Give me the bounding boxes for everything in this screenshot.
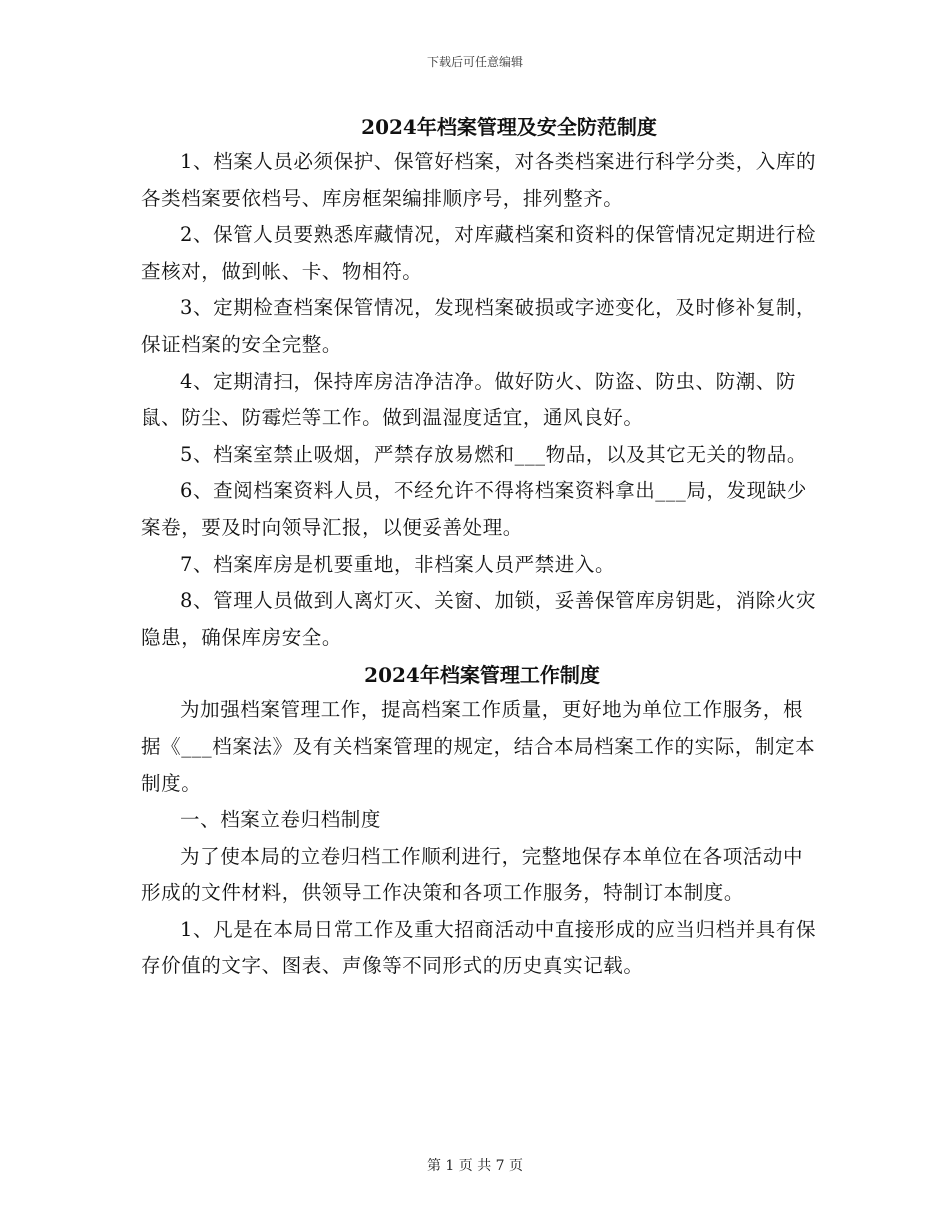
section1-paragraph-6: 6、查阅档案资料人员，不经允许不得将档案资料拿出___局，发现缺少案卷，要及时向领导汇报，以便妥善处理。 — [141, 479, 807, 539]
page-footer: 第 1 页 共 7 页 — [426, 1158, 524, 1174]
section1-paragraph-8: 8、管理人员做到人离灯灭、关窗、加锁，妥善保管库房钥匙，消除火灾隐患，确保库房安全。 — [141, 589, 817, 649]
section1-paragraph-3: 3、定期检查档案保管情况，发现档案破损或字迹变化，及时修补复制，保证档案的安全完整。 — [141, 296, 817, 356]
section2-paragraph-3: 1、凡是在本局日常工作及重大招商活动中直接形成的应当归档并具有保存价值的文字、图表、声像等不同形式的历史真实记载。 — [141, 917, 817, 978]
section1-title: 2024年档案管理及安全防范制度 — [361, 115, 657, 139]
section2-paragraph-1: 为加强档案管理工作，提高档案工作质量，更好地为单位工作服务，根据《___档案法》及有关档案管理的规定，结合本局档案工作的实际，制定本制度。 — [141, 698, 816, 795]
section2-paragraph-2: 为了使本局的立卷归档工作顺利进行，完整地保存本单位在各项活动中形成的文件材料，供领导工作决策和各项工作服务，特制订本制度。 — [141, 844, 804, 905]
document-content — [141, 110, 823, 985]
section1-paragraph-2: 2、保管人员要熟悉库藏情况，对库藏档案和资料的保管情况定期进行检查核对，做到帐、卡、物相符。 — [141, 223, 817, 283]
section2-heading-1: 一、档案立卷归档制度 — [180, 808, 382, 832]
section2-title: 2024年档案管理工作制度 — [364, 663, 600, 688]
section1-paragraph-7: 7、档案库房是机要重地，非档案人员严禁进入。 — [180, 552, 616, 576]
section1-paragraph-4: 4、定期清扫，保持库房洁净洁净。做好防火、防盗、防虫、防潮、防鼠、防尘、防霉烂等工作。做到温湿度适宜，通风良好。 — [141, 369, 797, 430]
header-note: 下载后可任意编辑 — [426, 55, 523, 69]
section1-paragraph-5: 5、档案室禁止吸烟，严禁存放易燃和___物品，以及其它无关的物品。 — [180, 442, 807, 466]
section1-paragraph-1: 1、档案人员必须保护、保管好档案，对各类档案进行科学分类，入库的各类档案要依档号、库房框架编排顺序号，排列整齐。 — [141, 150, 817, 210]
